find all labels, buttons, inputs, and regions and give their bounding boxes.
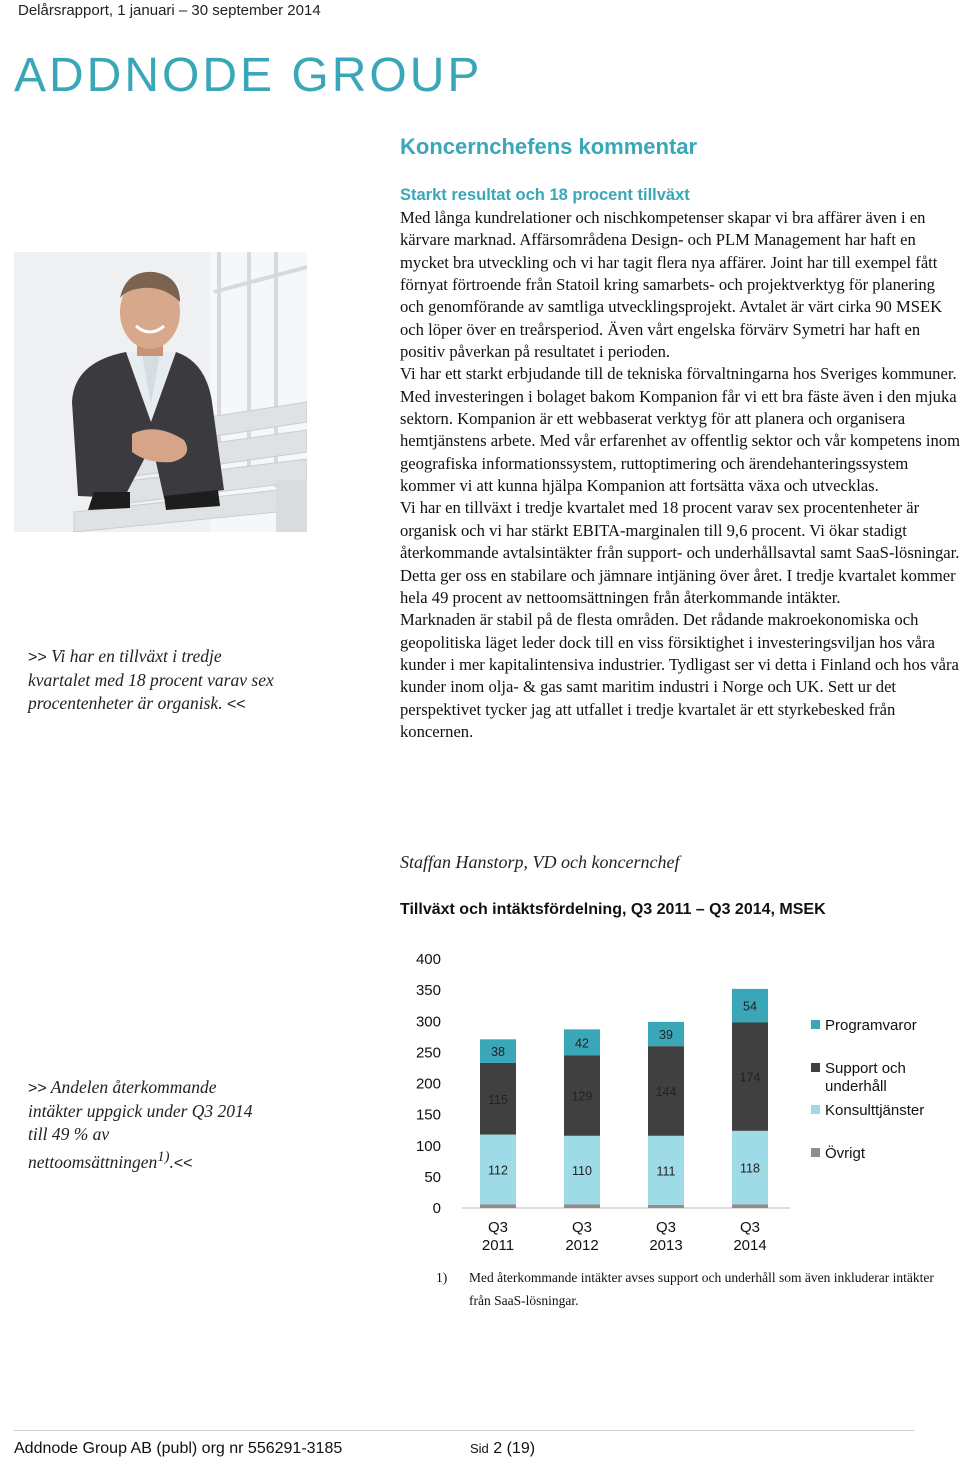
footnote-number: 1) <box>436 1270 448 1285</box>
footnote-text: Med återkommande intäkter avses support och underhåll som även inkluderar intäkter från SaaS-lösningar. <box>469 1270 934 1308</box>
chart-title: Tillväxt och intäktsfördelning, Q3 2011 – Q3 2014, MSEK <box>400 901 826 918</box>
x-tick-label: 2013 <box>649 1237 683 1254</box>
pull-quote-growth <box>28 645 278 716</box>
footer-page-number <box>470 1440 535 1458</box>
quote-open-mark: >> <box>28 1080 47 1097</box>
x-tick-label: Q3 <box>739 1219 761 1236</box>
x-tick-label: Q3 <box>571 1219 593 1236</box>
signature: Staffan Hanstorp, VD och koncernchef <box>400 852 680 872</box>
legend-label-line: Övrigt <box>825 1145 866 1162</box>
data-label: 129 <box>571 1089 593 1104</box>
article-body <box>400 207 960 743</box>
page-number: 2 (19) <box>493 1440 536 1457</box>
y-tick-label: 150 <box>415 1106 441 1124</box>
footer-divider <box>14 1430 914 1431</box>
footnote <box>436 1266 956 1312</box>
x-tick-label: 2011 <box>481 1237 515 1254</box>
paragraph-2: Vi har ett starkt erbjudande till de tekniska förvaltningarna hos Sveriges kommuner. Med investeringen i bolaget bakom Kompanion får vi ett bra fäste även i den mjuka sektorn. Kompanion är ett webbaserat verktyg för att planera och organisera hemtjänstens arbete. Med vår erfarenhet av offentlig sektor och vår kompetens inom geografiska informationssystem, ruttoptimering och ärendehanteringssystem kommer vi att kunna hjälpa Kompanion att fortsätta växa och utvecklas. <box>400 364 960 496</box>
bar-segment-övrigt <box>480 1204 516 1208</box>
legend-swatch <box>811 1063 820 1072</box>
y-tick-label: 250 <box>415 1044 441 1062</box>
y-tick-label: 350 <box>415 982 441 1000</box>
report-header: Delårsrapport, 1 januari – 30 september 2014 <box>18 2 321 19</box>
y-tick-label: 300 <box>415 1013 441 1031</box>
quote-close-mark: << <box>173 1154 193 1172</box>
pull-quote-growth-text: Vi har en tillväxt i tredje kvartalet med 18 procent varav sex procentenheter är organisk. <box>28 646 274 713</box>
data-label: 42 <box>575 1036 589 1051</box>
legend-label <box>825 1017 917 1034</box>
paragraph-3: Vi har en tillväxt i tredje kvartalet med 18 procent varav sex procentenheter är organisk och vi har stärkt EBITA-marginalen till 9,6 procent. Vi ökar stadigt återkommande avtalsintäkter från support- och underhållsavtal samt SaaS-lösningar. Detta ger oss en stabilare och jämnare intjäning över året. I tredje kvartalet kommer hela 49 procent av nettoomsättningen från återkommande intäkter. <box>400 498 960 607</box>
data-label: 115 <box>488 1092 508 1107</box>
legend-label <box>825 1102 924 1119</box>
quote-open-mark: >> <box>28 649 47 666</box>
y-tick-label: 200 <box>415 1075 441 1093</box>
bar-segment-övrigt <box>648 1205 684 1208</box>
revenue-stacked-bar-chart <box>400 944 960 1264</box>
page-label: Sid <box>470 1441 489 1456</box>
legend-label-line: Konsulttjänster <box>825 1102 925 1119</box>
y-tick-label: 0 <box>432 1200 441 1217</box>
paragraph-4: Marknaden är stabil på de flesta områden. Det rådande makroekonomiska och geopolitiska läget leder dock till en viss försiktighet i investeringsviljan hos våra kunder i mer kapitalintensiva industrier. Tydligast ser vi detta i Finland och hos våra kunder inom olja- & gas samt maritim industri i Norge och UK. Sett ur det perspektivet tycker jag att utfallet i tredje kvartalet är ett styrkebesked från koncernen. <box>400 610 959 741</box>
data-label: 174 <box>739 1070 761 1085</box>
y-tick-label: 100 <box>415 1137 441 1155</box>
x-tick-label: Q3 <box>655 1219 677 1236</box>
legend-label-line: underhåll <box>825 1078 887 1095</box>
pull-quote-recurring <box>28 1076 253 1175</box>
legend-label-line: Support och <box>825 1060 906 1077</box>
footer-company: Addnode Group AB (publ) org nr 556291-3185 <box>14 1440 343 1457</box>
bar-segment-övrigt <box>732 1204 768 1208</box>
data-label: 110 <box>572 1164 592 1179</box>
data-label: 54 <box>743 999 757 1014</box>
data-label: 144 <box>655 1084 677 1099</box>
y-tick-label: 400 <box>415 951 441 968</box>
data-label: 38 <box>491 1045 505 1060</box>
data-label: 111 <box>656 1164 676 1179</box>
company-logo: ADDNODE GROUP <box>14 49 483 102</box>
legend-label <box>825 1144 866 1162</box>
bar-segment-övrigt <box>564 1204 600 1208</box>
legend-label <box>825 1060 906 1095</box>
x-tick-label: 2012 <box>565 1237 599 1254</box>
legend-swatch <box>811 1148 820 1157</box>
x-tick-label: Q3 <box>487 1219 509 1236</box>
article-subtitle: Starkt resultat och 18 procent tillväxt <box>400 186 690 204</box>
x-tick-label: 2014 <box>733 1237 767 1254</box>
y-tick-label: 50 <box>424 1168 441 1186</box>
quote-period: . <box>169 1151 174 1172</box>
data-label: 39 <box>659 1028 673 1043</box>
pull-quote-recurring-text: Andelen återkommande intäkter uppgick under Q3 2014 till 49 % av nettoomsättningen <box>28 1077 253 1172</box>
data-label: 112 <box>488 1163 508 1178</box>
data-label: 118 <box>740 1161 760 1176</box>
footnote-ref: 1) <box>157 1149 170 1165</box>
legend-swatch <box>811 1020 820 1029</box>
section-title: Koncernchefens kommentar <box>400 134 698 159</box>
paragraph-1: Med långa kundrelationer och nischkompetenser skapar vi bra affärer även i en kärvare marknad. Affärsområdena Design- och PLM Management har haft en mycket bra utveckling och vi har tagit flera nya affärer. Joint har till exempel fått förnyat förtroende från Statoil kring samarbets- och projektverktyg för planering och genomförande av samtliga utvecklingsprojekt. Avtalet är värt cirka 90 MSEK och löper över en treårsperiod. Även vårt engelska förvärv Symetri har haft en positiv påverkan på resultatet i perioden. <box>400 208 943 362</box>
legend-label-line: Programvaror <box>825 1017 917 1034</box>
legend-swatch <box>811 1105 820 1114</box>
ceo-photo <box>14 252 307 532</box>
quote-close-mark: << <box>226 696 246 713</box>
